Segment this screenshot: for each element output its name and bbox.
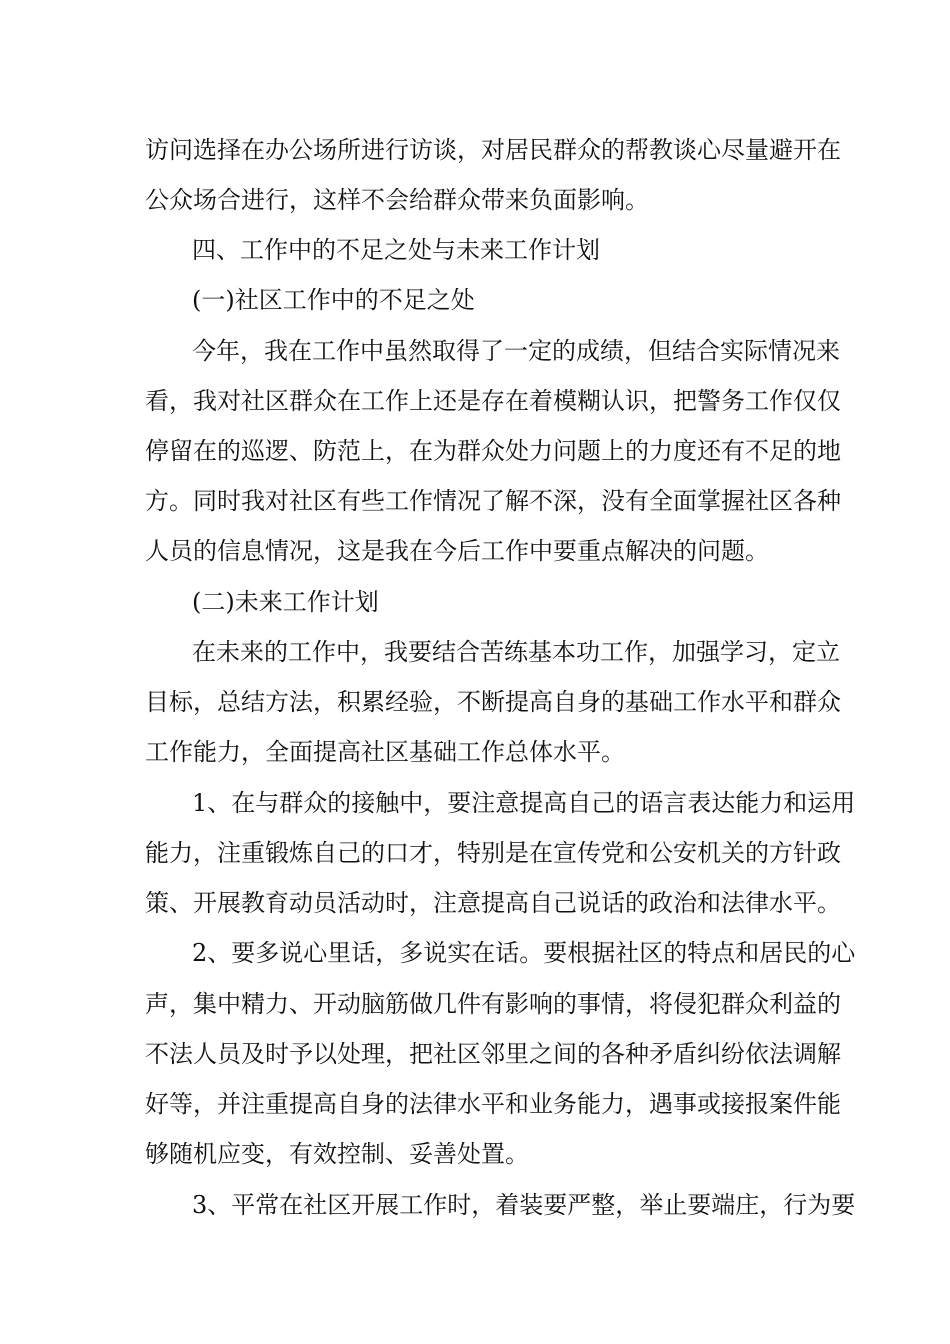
text-line: 声，集中精力、开动脑筋做几件有影响的事情，将侵犯群众利益的	[145, 990, 841, 1018]
text-line: 人员的信息情况，这是我在今后工作中要重点解决的问题。	[145, 537, 769, 565]
list-item: 2、要多说心里话，多说实在话。要根据社区的特点和居民的心	[192, 939, 856, 967]
list-item: 3、平常在社区开展工作时，着装要严整，举止要端庄，行为要	[192, 1191, 856, 1219]
section-heading: 四、工作中的不足之处与未来工作计划	[192, 236, 600, 264]
text-line: 访问选择在办公场所进行访谈，对居民群众的帮教谈心尽量避开在	[145, 136, 841, 164]
text-line: 停留在的巡逻、防范上，在为群众处力问题上的力度还有不足的地	[145, 437, 841, 465]
text-line: 公众场合进行，这样不会给群众带来负面影响。	[145, 186, 649, 214]
text-line: 够随机应变，有效控制、妥善处置。	[145, 1140, 529, 1168]
text-line: 好等，并注重提高自身的法律水平和业务能力，遇事或接报案件能	[145, 1090, 841, 1118]
text-line: 目标，总结方法，积累经验，不断提高自身的基础工作水平和群众	[145, 688, 841, 716]
text-line: 方。同时我对社区有些工作情况了解不深，没有全面掌握社区各种	[145, 487, 841, 515]
subsection-heading: (一)社区工作中的不足之处	[192, 286, 475, 314]
text-line: 今年，我在工作中虽然取得了一定的成绩，但结合实际情况来	[192, 337, 840, 365]
list-item: 1、在与群众的接触中，要注意提高自己的语言表达能力和运用	[192, 789, 856, 817]
subsection-heading: (二)未来工作计划	[192, 588, 379, 616]
text-line: 在未来的工作中，我要结合苦练基本功工作，加强学习，定立	[192, 638, 840, 666]
text-line: 能力，注重锻炼自己的口才，特别是在宣传党和公安机关的方针政	[145, 839, 841, 867]
text-line: 不法人员及时予以处理，把社区邻里之间的各种矛盾纠纷依法调解	[145, 1040, 841, 1068]
text-line: 策、开展教育动员活动时，注意提高自己说话的政治和法律水平。	[145, 889, 841, 917]
text-line: 工作能力，全面提高社区基础工作总体水平。	[145, 738, 625, 766]
text-line: 看，我对社区群众在工作上还是存在着模糊认识，把警务工作仅仅	[145, 387, 841, 415]
